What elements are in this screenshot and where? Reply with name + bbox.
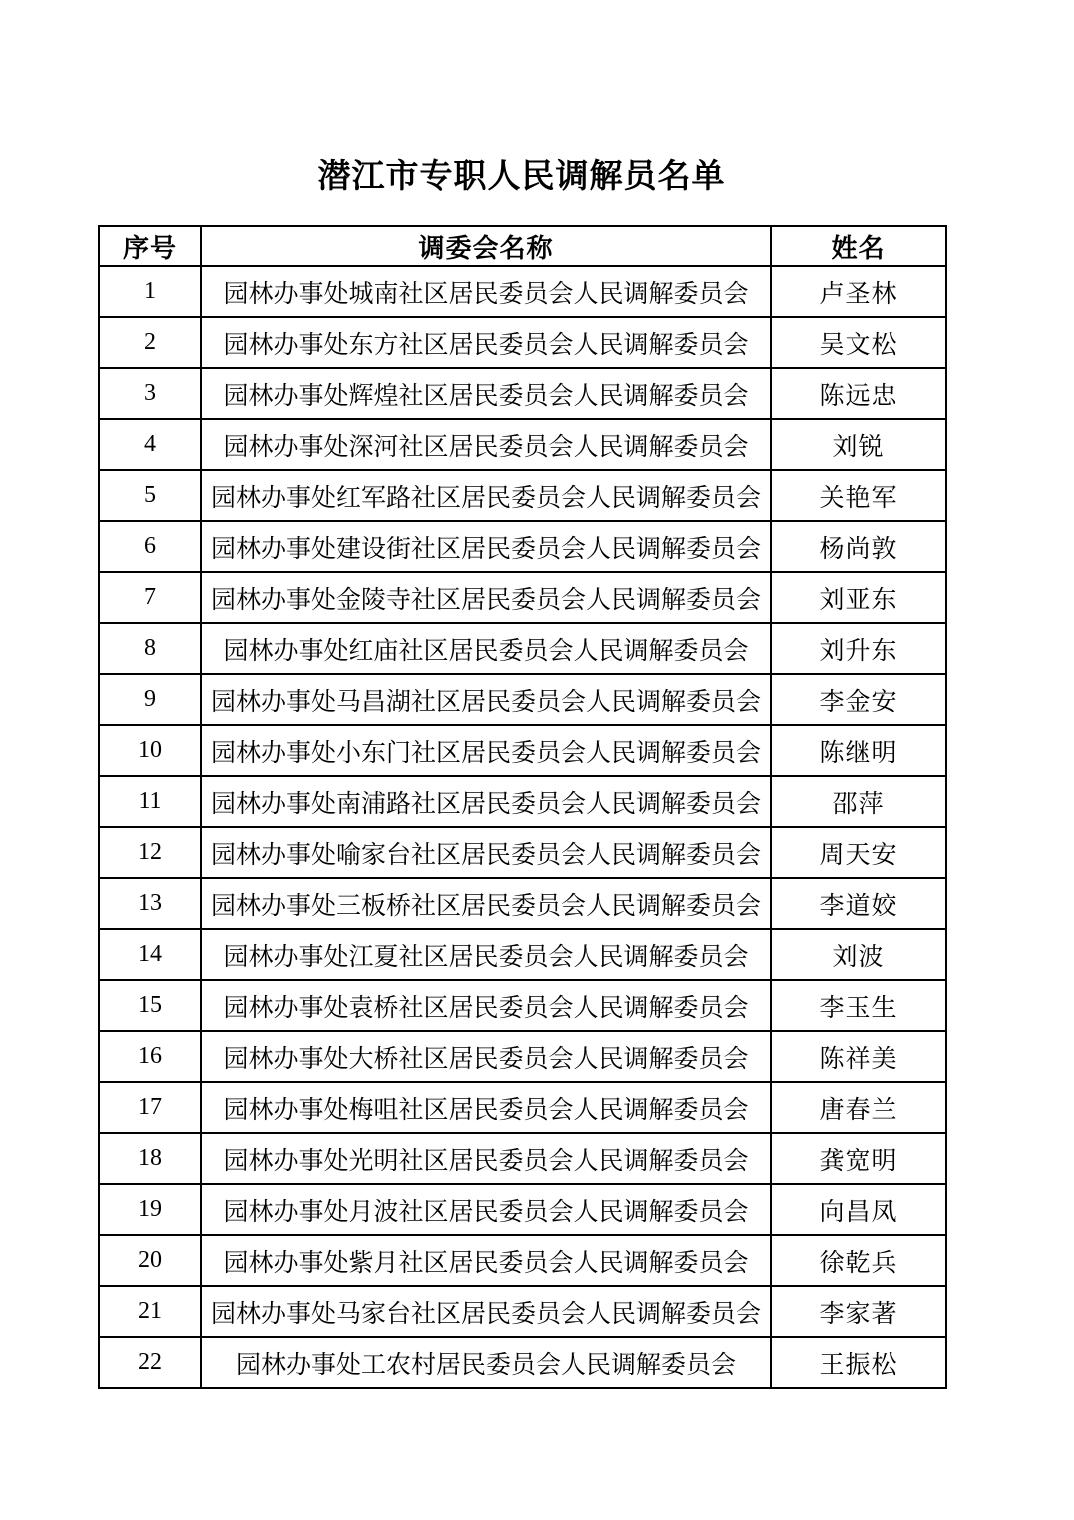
cell-committee: 园林办事处工农村居民委员会人民调解委员会 (201, 1337, 771, 1388)
cell-name: 向昌凤 (771, 1184, 946, 1235)
cell-name: 邵萍 (771, 776, 946, 827)
cell-no: 6 (99, 521, 201, 572)
cell-name: 李玉生 (771, 980, 946, 1031)
table-row (99, 674, 946, 725)
cell-committee: 园林办事处城南社区居民委员会人民调解委员会 (201, 266, 771, 317)
cell-name: 李道姣 (771, 878, 946, 929)
cell-name: 陈继明 (771, 725, 946, 776)
table-row (99, 1235, 946, 1286)
table-row (99, 878, 946, 929)
cell-name: 卢圣林 (771, 266, 946, 317)
cell-no: 3 (99, 368, 201, 419)
cell-committee: 园林办事处紫月社区居民委员会人民调解委员会 (201, 1235, 771, 1286)
cell-name: 刘波 (771, 929, 946, 980)
cell-no: 4 (99, 419, 201, 470)
table-row (99, 521, 946, 572)
cell-name: 关艳军 (771, 470, 946, 521)
table-row (99, 470, 946, 521)
cell-no: 18 (99, 1133, 201, 1184)
cell-no: 16 (99, 1031, 201, 1082)
cell-committee: 园林办事处辉煌社区居民委员会人民调解委员会 (201, 368, 771, 419)
table-row (99, 1031, 946, 1082)
cell-no: 9 (99, 674, 201, 725)
cell-name: 龚宽明 (771, 1133, 946, 1184)
header-cell-committee: 调委会名称 (201, 226, 771, 266)
table-row (99, 623, 946, 674)
cell-name: 刘升东 (771, 623, 946, 674)
header-cell-no: 序号 (99, 226, 201, 266)
table-row (99, 572, 946, 623)
table-row (99, 980, 946, 1031)
table-header-row (99, 226, 946, 266)
cell-committee: 园林办事处大桥社区居民委员会人民调解委员会 (201, 1031, 771, 1082)
table-row (99, 1286, 946, 1337)
cell-committee: 园林办事处红军路社区居民委员会人民调解委员会 (201, 470, 771, 521)
cell-no: 10 (99, 725, 201, 776)
cell-committee: 园林办事处深河社区居民委员会人民调解委员会 (201, 419, 771, 470)
cell-name: 徐乾兵 (771, 1235, 946, 1286)
cell-name: 杨尚敦 (771, 521, 946, 572)
cell-name: 陈祥美 (771, 1031, 946, 1082)
cell-name: 刘锐 (771, 419, 946, 470)
cell-committee: 园林办事处建设街社区居民委员会人民调解委员会 (201, 521, 771, 572)
cell-committee: 园林办事处马家台社区居民委员会人民调解委员会 (201, 1286, 771, 1337)
table-row (99, 1082, 946, 1133)
cell-committee: 园林办事处袁桥社区居民委员会人民调解委员会 (201, 980, 771, 1031)
document-body (98, 150, 945, 1389)
table-row (99, 776, 946, 827)
cell-committee: 园林办事处光明社区居民委员会人民调解委员会 (201, 1133, 771, 1184)
cell-committee: 园林办事处金陵寺社区居民委员会人民调解委员会 (201, 572, 771, 623)
table-row (99, 1337, 946, 1388)
cell-no: 19 (99, 1184, 201, 1235)
table-row (99, 419, 946, 470)
cell-no: 14 (99, 929, 201, 980)
cell-no: 7 (99, 572, 201, 623)
cell-no: 2 (99, 317, 201, 368)
cell-committee: 园林办事处梅咀社区居民委员会人民调解委员会 (201, 1082, 771, 1133)
mediators-table (98, 225, 947, 1389)
cell-no: 12 (99, 827, 201, 878)
cell-no: 17 (99, 1082, 201, 1133)
cell-no: 8 (99, 623, 201, 674)
cell-name: 李金安 (771, 674, 946, 725)
cell-committee: 园林办事处月波社区居民委员会人民调解委员会 (201, 1184, 771, 1235)
cell-no: 11 (99, 776, 201, 827)
cell-name: 李家著 (771, 1286, 946, 1337)
table-row (99, 368, 946, 419)
cell-no: 13 (99, 878, 201, 929)
cell-committee: 园林办事处喻家台社区居民委员会人民调解委员会 (201, 827, 771, 878)
page-title: 潜江市专职人民调解员名单 (317, 159, 726, 195)
table-row (99, 266, 946, 317)
cell-no: 21 (99, 1286, 201, 1337)
cell-committee: 园林办事处红庙社区居民委员会人民调解委员会 (201, 623, 771, 674)
cell-no: 1 (99, 266, 201, 317)
table-row (99, 317, 946, 368)
cell-committee: 园林办事处东方社区居民委员会人民调解委员会 (201, 317, 771, 368)
cell-name: 唐春兰 (771, 1082, 946, 1133)
cell-committee: 园林办事处江夏社区居民委员会人民调解委员会 (201, 929, 771, 980)
cell-name: 王振松 (771, 1337, 946, 1388)
cell-name: 刘亚东 (771, 572, 946, 623)
cell-name: 吴文松 (771, 317, 946, 368)
table-row (99, 1133, 946, 1184)
cell-committee: 园林办事处小东门社区居民委员会人民调解委员会 (201, 725, 771, 776)
table-row (99, 725, 946, 776)
cell-committee: 园林办事处三板桥社区居民委员会人民调解委员会 (201, 878, 771, 929)
cell-no: 15 (99, 980, 201, 1031)
table-row (99, 1184, 946, 1235)
header-cell-name: 姓名 (771, 226, 946, 266)
cell-name: 周天安 (771, 827, 946, 878)
cell-no: 5 (99, 470, 201, 521)
cell-name: 陈远忠 (771, 368, 946, 419)
cell-no: 22 (99, 1337, 201, 1388)
table-row (99, 929, 946, 980)
table-row (99, 827, 946, 878)
cell-no: 20 (99, 1235, 201, 1286)
cell-committee: 园林办事处南浦路社区居民委员会人民调解委员会 (201, 776, 771, 827)
cell-committee: 园林办事处马昌湖社区居民委员会人民调解委员会 (201, 674, 771, 725)
